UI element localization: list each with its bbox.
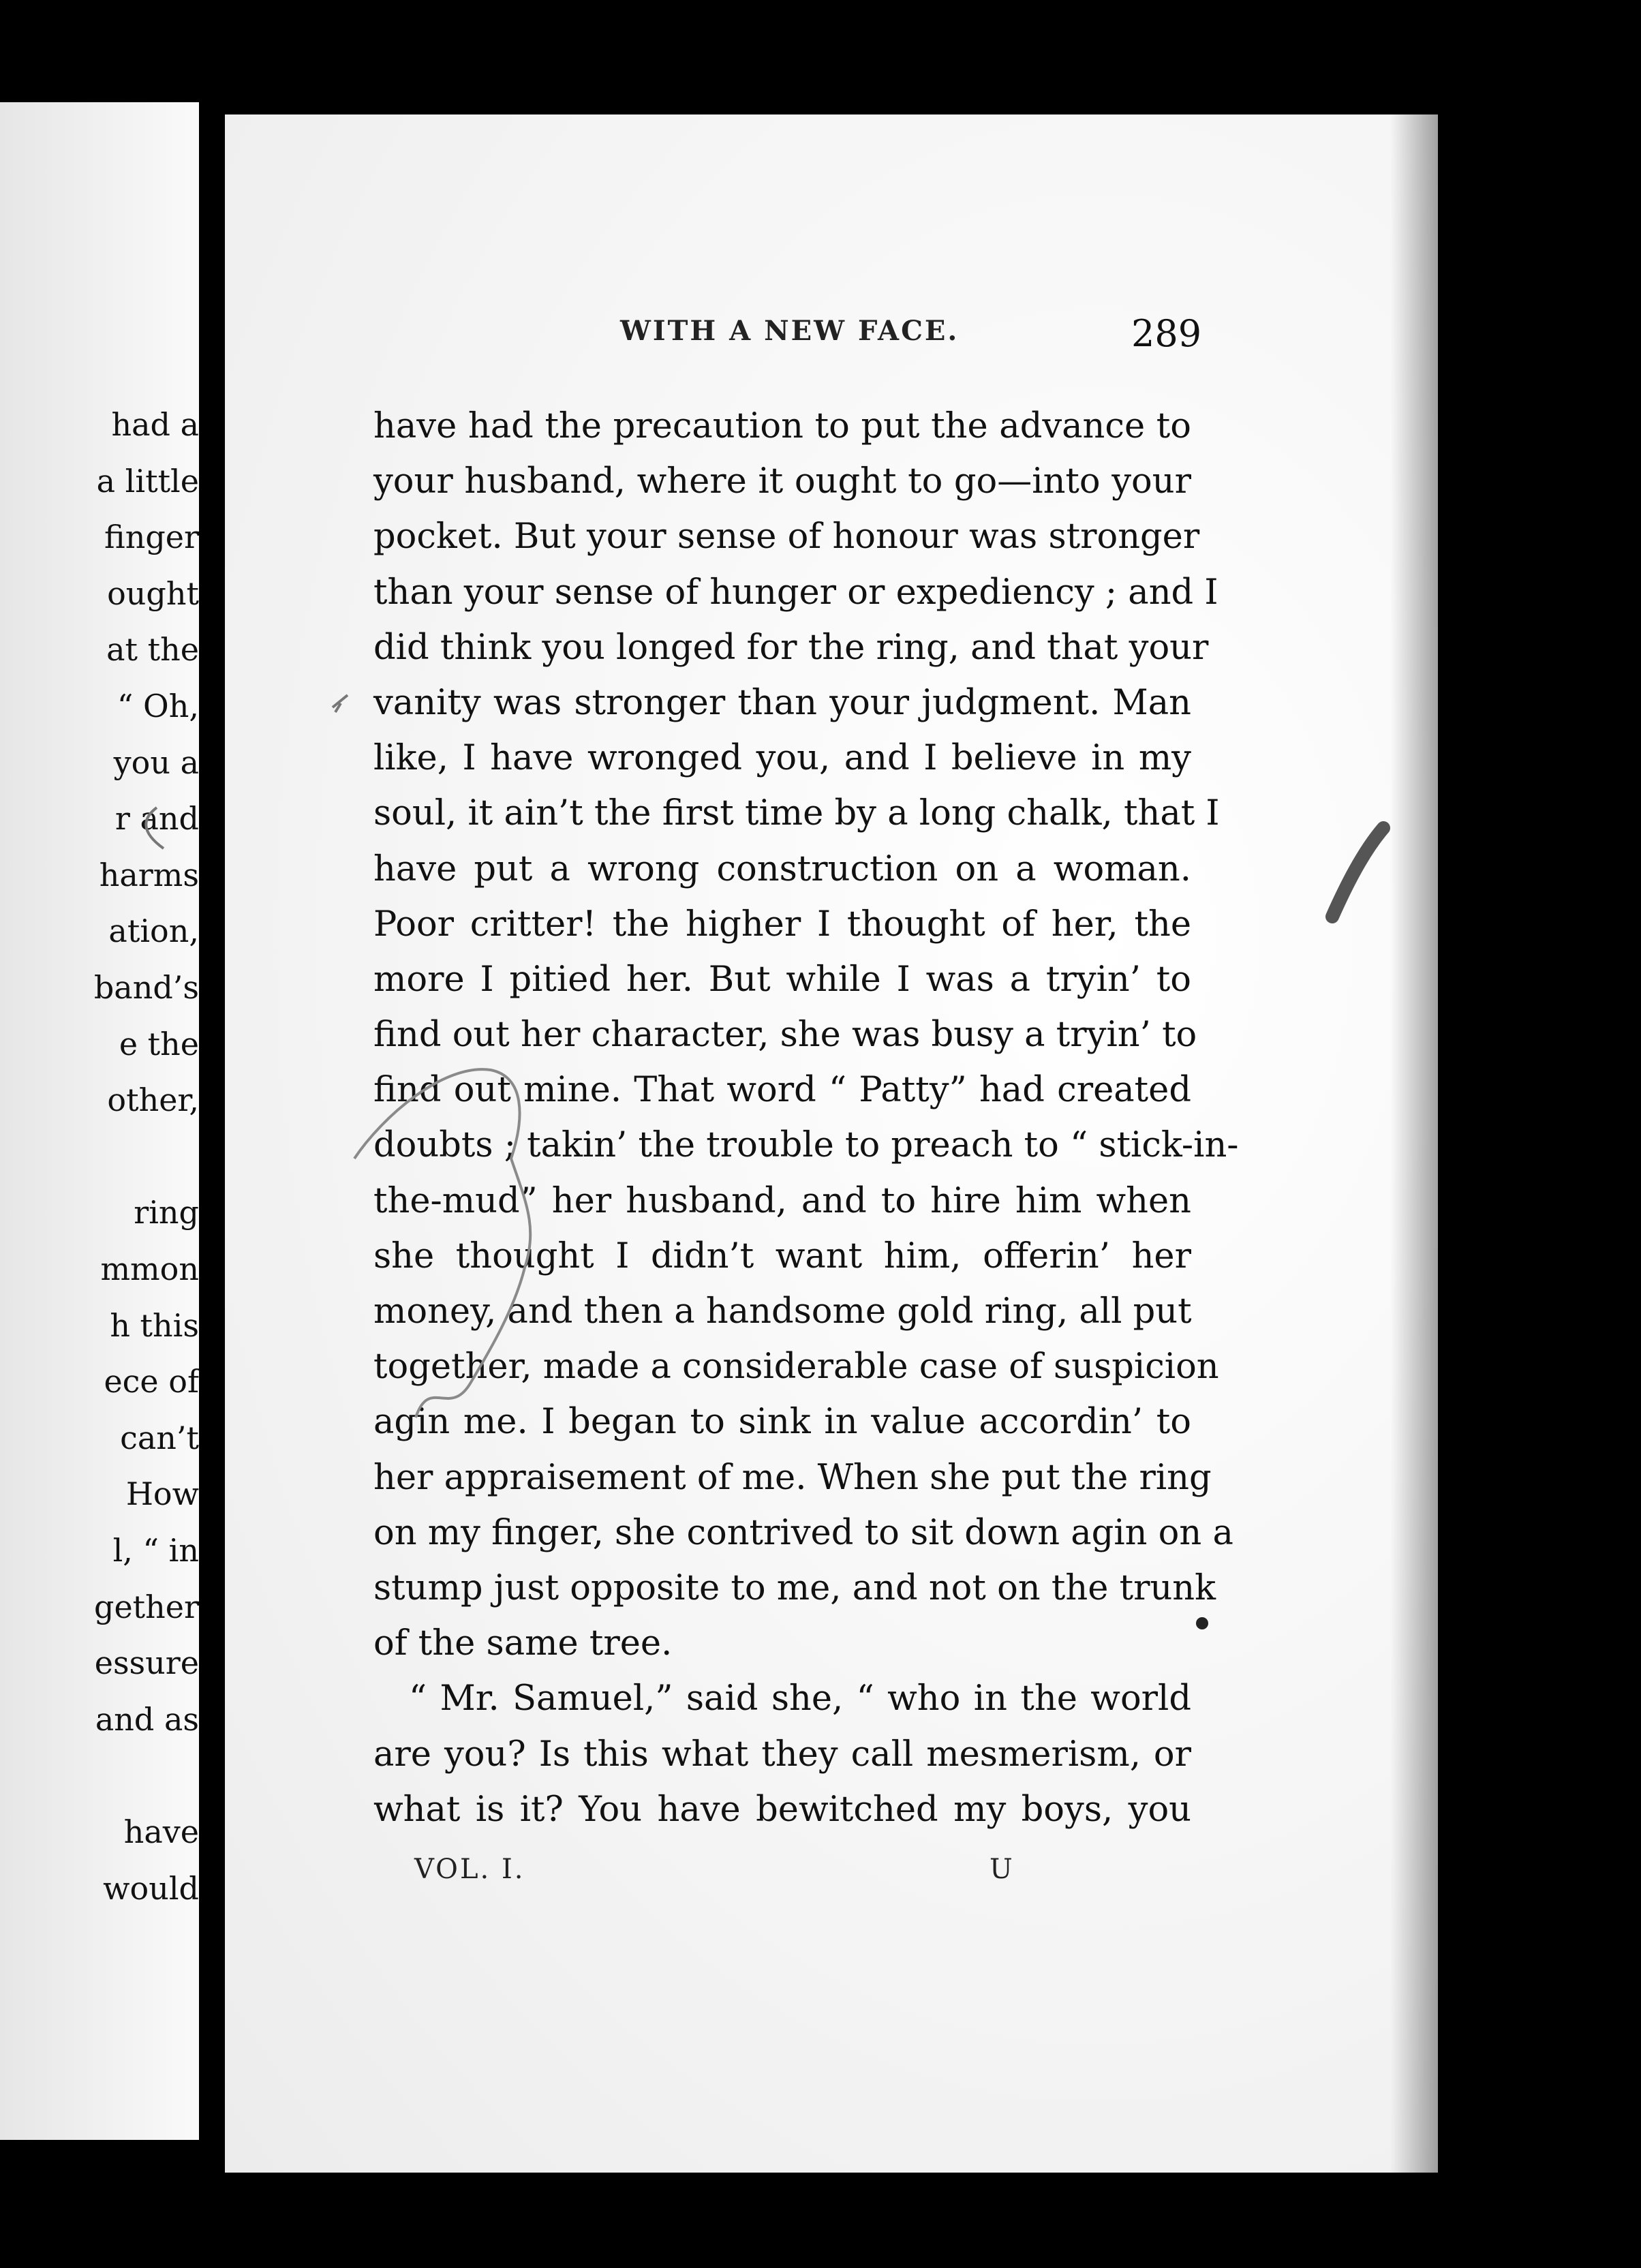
running-head: WITH A NEW FACE. xyxy=(620,315,960,347)
text-line: pocket. But your sense of honour was stronger xyxy=(373,517,1200,557)
text-line: she thought I didn’t want him, offerin’ her xyxy=(373,1236,1191,1276)
text-line: vanity was stronger than your judgment. Man xyxy=(373,682,1191,723)
page-edge-shadow xyxy=(1390,114,1438,2173)
text-line: what is it? You have bewitched my boys, you xyxy=(373,1789,1191,1830)
volume-signature: VOL. I. xyxy=(414,1854,525,1885)
left-page-line: ece of xyxy=(104,1363,199,1400)
text-line: her appraisement of me. When she put the ring xyxy=(373,1457,1212,1498)
text-line: on my finger, she contrived to sit down agin on a xyxy=(373,1512,1233,1553)
left-page-fragment xyxy=(0,102,199,2140)
left-page-line: l, “ in xyxy=(112,1532,199,1569)
left-page-line: “ Oh, xyxy=(117,688,199,724)
text-line: your husband, where it ought to go—into your xyxy=(373,461,1191,502)
left-page-line: harms xyxy=(99,856,199,893)
text-line: more I pitied her. But while I was a tryin’ to xyxy=(373,959,1191,1000)
text-line: of the same tree. xyxy=(373,1623,673,1664)
left-page-line: had a xyxy=(111,406,199,443)
left-page-line: e the xyxy=(119,1025,199,1062)
text-line: Poor critter! the higher I thought of her, the xyxy=(373,904,1191,945)
body-text xyxy=(373,399,1239,1837)
text-line: have put a wrong construction on a woman. xyxy=(373,848,1191,889)
left-page-line: finger xyxy=(104,519,199,556)
left-page-line: essure xyxy=(94,1644,199,1682)
text-line: like, I have wronged you, and I believe in my xyxy=(373,738,1191,779)
text-line: the-mud” her husband, and to hire him when xyxy=(373,1180,1191,1221)
left-page-line: would xyxy=(103,1869,199,1907)
text-line: find out mine. That word “ Patty” had created xyxy=(373,1070,1191,1111)
left-page-line: and as xyxy=(95,1700,199,1738)
text-line: stump just opposite to me, and not on the trunk xyxy=(373,1567,1216,1608)
left-page-line: have xyxy=(123,1813,199,1850)
left-page-line: other, xyxy=(107,1082,199,1119)
text-line: “ Mr. Samuel,” said she, “ who in the world xyxy=(409,1679,1191,1719)
left-page-line: ought xyxy=(107,574,199,612)
left-page-line: ation, xyxy=(108,913,199,950)
left-page-line: mmon xyxy=(100,1251,199,1287)
left-page-line: you a xyxy=(113,744,199,781)
text-line: find out her character, she was busy a tryin’ to xyxy=(373,1015,1197,1056)
left-page-line: r and xyxy=(114,800,199,838)
page-number: 289 xyxy=(1131,312,1202,355)
left-page-line: at the xyxy=(106,631,199,669)
text-line: are you? Is this what they call mesmerism, or xyxy=(373,1734,1191,1775)
left-page-line: band’s xyxy=(93,969,199,1006)
text-line: agin me. I began to sink in value accordin’ to xyxy=(373,1402,1191,1443)
text-line: doubts ; takin’ the trouble to preach to “ stick-in- xyxy=(373,1125,1239,1166)
text-line: did think you longed for the ring, and that your xyxy=(373,627,1209,668)
text-line: soul, it ain’t the first time by a long chalk, that I xyxy=(373,793,1220,834)
left-page-line: h this xyxy=(110,1306,199,1344)
text-line: together, made a considerable case of suspicion xyxy=(373,1347,1219,1388)
text-line: than your sense of hunger or expediency ; and I xyxy=(373,572,1218,613)
left-page-line: How xyxy=(125,1475,199,1513)
left-page-line: a little xyxy=(96,462,199,500)
text-line: have had the precaution to put the advance to xyxy=(373,406,1191,446)
text-line: money, and then a handsome gold ring, all put xyxy=(373,1291,1192,1332)
left-page-line: ring xyxy=(134,1194,199,1231)
left-page-line: gether xyxy=(94,1588,199,1625)
signature-letter: U xyxy=(990,1854,1013,1885)
left-page-line: can’t xyxy=(120,1419,199,1456)
book-gutter xyxy=(199,102,225,2164)
